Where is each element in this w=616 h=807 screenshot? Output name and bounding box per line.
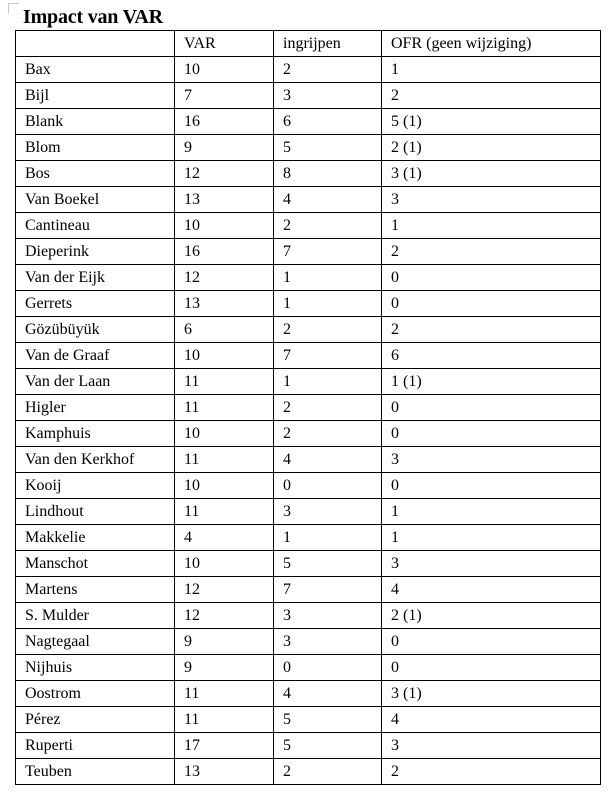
table-header-row <box>16 31 601 57</box>
var-count-cell: 13 <box>175 187 274 213</box>
page-corner-mark <box>8 3 19 14</box>
referee-name-cell: Kooij <box>16 473 175 499</box>
table-row <box>16 629 601 655</box>
table-row <box>16 707 601 733</box>
ofr-count-cell: 2 (1) <box>382 603 601 629</box>
ofr-count-cell: 3 (1) <box>382 681 601 707</box>
ingrijpen-count-cell: 2 <box>274 421 382 447</box>
referee-name-cell: Pérez <box>16 707 175 733</box>
var-count-cell: 9 <box>175 135 274 161</box>
referee-name-cell: Dieperink <box>16 239 175 265</box>
table-row <box>16 317 601 343</box>
ofr-count-cell: 0 <box>382 291 601 317</box>
referee-name-cell: Van der Eijk <box>16 265 175 291</box>
ofr-count-cell: 3 (1) <box>382 161 601 187</box>
ofr-count-cell: 5 (1) <box>382 109 601 135</box>
var-count-cell: 4 <box>175 525 274 551</box>
ofr-count-cell: 2 <box>382 317 601 343</box>
ofr-count-cell: 0 <box>382 473 601 499</box>
ingrijpen-count-cell: 1 <box>274 291 382 317</box>
table-row <box>16 681 601 707</box>
document-title: Impact van VAR <box>23 6 163 28</box>
ingrijpen-count-cell: 3 <box>274 83 382 109</box>
table-row <box>16 421 601 447</box>
ofr-count-cell: 3 <box>382 551 601 577</box>
var-impact-table <box>15 30 601 785</box>
referee-name-cell: Higler <box>16 395 175 421</box>
var-count-cell: 11 <box>175 707 274 733</box>
ingrijpen-count-cell: 1 <box>274 265 382 291</box>
referee-name-cell: Nijhuis <box>16 655 175 681</box>
table-row <box>16 343 601 369</box>
var-count-cell: 16 <box>175 239 274 265</box>
table-row <box>16 239 601 265</box>
referee-name-cell: Lindhout <box>16 499 175 525</box>
ingrijpen-count-cell: 5 <box>274 135 382 161</box>
var-count-cell: 12 <box>175 161 274 187</box>
ingrijpen-count-cell: 0 <box>274 473 382 499</box>
table-row <box>16 83 601 109</box>
table-body <box>16 57 601 785</box>
table-row <box>16 369 601 395</box>
referee-name-cell: Makkelie <box>16 525 175 551</box>
ofr-count-cell: 1 (1) <box>382 369 601 395</box>
var-count-cell: 11 <box>175 447 274 473</box>
referee-name-cell: Gözübüyük <box>16 317 175 343</box>
ingrijpen-count-cell: 8 <box>274 161 382 187</box>
var-count-cell: 11 <box>175 681 274 707</box>
referee-name-cell: S. Mulder <box>16 603 175 629</box>
header-cell-ofr: OFR (geen wijziging) <box>382 31 601 57</box>
table-row <box>16 473 601 499</box>
table-row <box>16 213 601 239</box>
table-row <box>16 395 601 421</box>
table-row <box>16 57 601 83</box>
table-row <box>16 187 601 213</box>
referee-name-cell: Van de Graaf <box>16 343 175 369</box>
ingrijpen-count-cell: 4 <box>274 187 382 213</box>
table-row <box>16 655 601 681</box>
var-count-cell: 13 <box>175 291 274 317</box>
referee-name-cell: Van Boekel <box>16 187 175 213</box>
ingrijpen-count-cell: 5 <box>274 733 382 759</box>
ofr-count-cell: 3 <box>382 447 601 473</box>
ofr-count-cell: 1 <box>382 57 601 83</box>
ofr-count-cell: 2 <box>382 759 601 785</box>
var-count-cell: 11 <box>175 395 274 421</box>
ofr-count-cell: 2 <box>382 83 601 109</box>
referee-name-cell: Bos <box>16 161 175 187</box>
referee-name-cell: Blom <box>16 135 175 161</box>
var-count-cell: 11 <box>175 369 274 395</box>
var-count-cell: 17 <box>175 733 274 759</box>
var-count-cell: 10 <box>175 473 274 499</box>
table-row <box>16 603 601 629</box>
table-row <box>16 551 601 577</box>
table-row <box>16 447 601 473</box>
ofr-count-cell: 6 <box>382 343 601 369</box>
var-count-cell: 10 <box>175 421 274 447</box>
ingrijpen-count-cell: 0 <box>274 655 382 681</box>
referee-name-cell: Van der Laan <box>16 369 175 395</box>
ingrijpen-count-cell: 4 <box>274 447 382 473</box>
ingrijpen-count-cell: 3 <box>274 499 382 525</box>
referee-name-cell: Martens <box>16 577 175 603</box>
var-count-cell: 6 <box>175 317 274 343</box>
var-count-cell: 12 <box>175 577 274 603</box>
ofr-count-cell: 3 <box>382 733 601 759</box>
table-row <box>16 135 601 161</box>
ingrijpen-count-cell: 3 <box>274 603 382 629</box>
referee-name-cell: Gerrets <box>16 291 175 317</box>
ofr-count-cell: 0 <box>382 655 601 681</box>
ingrijpen-count-cell: 2 <box>274 317 382 343</box>
ofr-count-cell: 1 <box>382 499 601 525</box>
referee-name-cell: Blank <box>16 109 175 135</box>
ingrijpen-count-cell: 5 <box>274 707 382 733</box>
var-count-cell: 12 <box>175 265 274 291</box>
header-cell-var: VAR <box>175 31 274 57</box>
ofr-count-cell: 0 <box>382 395 601 421</box>
table-row <box>16 499 601 525</box>
table-row <box>16 733 601 759</box>
referee-name-cell: Bijl <box>16 83 175 109</box>
ofr-count-cell: 1 <box>382 213 601 239</box>
header-cell-name <box>16 31 175 57</box>
referee-name-cell: Teuben <box>16 759 175 785</box>
var-count-cell: 9 <box>175 655 274 681</box>
table-row <box>16 161 601 187</box>
referee-name-cell: Cantineau <box>16 213 175 239</box>
ofr-count-cell: 0 <box>382 265 601 291</box>
ofr-count-cell: 3 <box>382 187 601 213</box>
ofr-count-cell: 2 (1) <box>382 135 601 161</box>
var-count-cell: 13 <box>175 759 274 785</box>
ingrijpen-count-cell: 3 <box>274 629 382 655</box>
referee-name-cell: Manschot <box>16 551 175 577</box>
var-count-cell: 10 <box>175 213 274 239</box>
table-row <box>16 265 601 291</box>
ingrijpen-count-cell: 2 <box>274 759 382 785</box>
ingrijpen-count-cell: 1 <box>274 525 382 551</box>
referee-name-cell: Van den Kerkhof <box>16 447 175 473</box>
var-count-cell: 10 <box>175 57 274 83</box>
ofr-count-cell: 0 <box>382 421 601 447</box>
ingrijpen-count-cell: 2 <box>274 213 382 239</box>
referee-name-cell: Nagtegaal <box>16 629 175 655</box>
ingrijpen-count-cell: 7 <box>274 239 382 265</box>
ingrijpen-count-cell: 2 <box>274 57 382 83</box>
referee-name-cell: Ruperti <box>16 733 175 759</box>
referee-name-cell: Oostrom <box>16 681 175 707</box>
var-count-cell: 10 <box>175 551 274 577</box>
ingrijpen-count-cell: 5 <box>274 551 382 577</box>
table-row <box>16 291 601 317</box>
table-row <box>16 109 601 135</box>
var-count-cell: 10 <box>175 343 274 369</box>
ingrijpen-count-cell: 7 <box>274 577 382 603</box>
var-count-cell: 7 <box>175 83 274 109</box>
referee-name-cell: Kamphuis <box>16 421 175 447</box>
referee-name-cell: Bax <box>16 57 175 83</box>
table-row <box>16 577 601 603</box>
ofr-count-cell: 0 <box>382 629 601 655</box>
ingrijpen-count-cell: 2 <box>274 395 382 421</box>
table-row <box>16 525 601 551</box>
var-count-cell: 9 <box>175 629 274 655</box>
var-count-cell: 16 <box>175 109 274 135</box>
header-cell-ingrijpen: ingrijpen <box>274 31 382 57</box>
ofr-count-cell: 4 <box>382 707 601 733</box>
ingrijpen-count-cell: 6 <box>274 109 382 135</box>
ofr-count-cell: 1 <box>382 525 601 551</box>
var-count-cell: 12 <box>175 603 274 629</box>
ingrijpen-count-cell: 7 <box>274 343 382 369</box>
ofr-count-cell: 4 <box>382 577 601 603</box>
var-count-cell: 11 <box>175 499 274 525</box>
ofr-count-cell: 2 <box>382 239 601 265</box>
ingrijpen-count-cell: 4 <box>274 681 382 707</box>
table-row <box>16 759 601 785</box>
ingrijpen-count-cell: 1 <box>274 369 382 395</box>
